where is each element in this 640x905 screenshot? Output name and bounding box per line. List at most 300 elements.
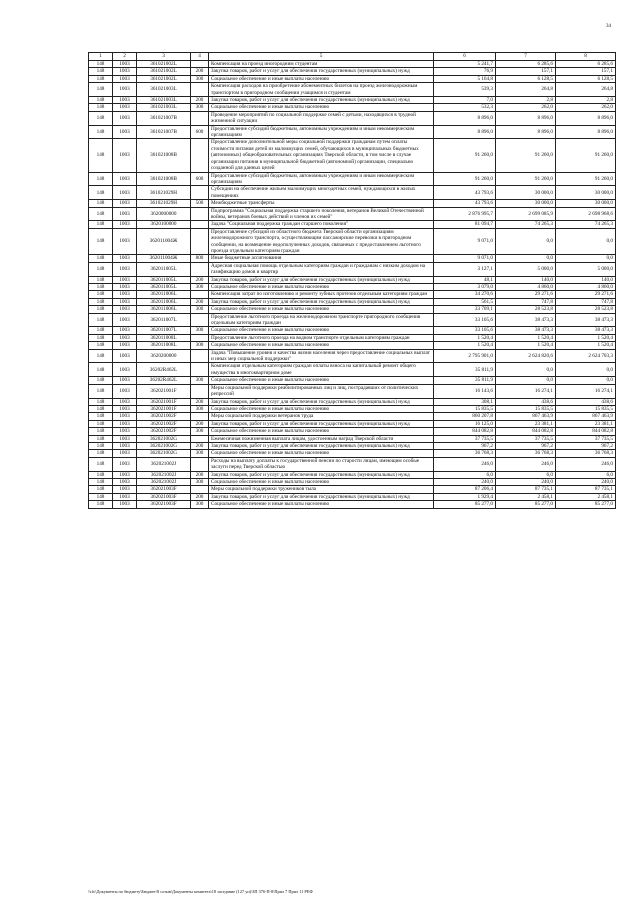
cell-admin-code: 148 xyxy=(89,83,113,97)
cell-target-article: 362021002G xyxy=(137,442,191,449)
cell-admin-code: 148 xyxy=(89,442,113,449)
cell-description: Предоставление льготного проезда на водном транспорте отдельным категориям граждан xyxy=(209,334,434,341)
table-row xyxy=(89,471,616,478)
cell-admin-code: 148 xyxy=(89,342,113,349)
cell-amount-2025: 1 520,4 xyxy=(496,342,556,349)
cell-description: Закупка товаров, работ и услуг для обеспечения государственных (муниципальных) нужд xyxy=(209,276,434,283)
cell-amount-2025: 85 277,0 xyxy=(496,501,556,508)
cell-target-article: 362011006L xyxy=(137,298,191,305)
cell-amount-2024: 5 164,8 xyxy=(434,75,496,82)
cell-admin-code: 148 xyxy=(89,457,113,471)
cell-amount-2024: 246,0 xyxy=(434,457,496,471)
cell-expense-type xyxy=(191,139,209,172)
cell-amount-2026: 262,0 xyxy=(556,104,616,111)
cell-amount-2024: 8 896,0 xyxy=(434,125,496,139)
cell-target-article: 362021002F xyxy=(137,420,191,427)
cell-target-article: 362011004Ж xyxy=(137,228,191,255)
cell-admin-code: 148 xyxy=(89,413,113,420)
cell-description: Подпрограмма "Социальная поддержка старшего поколения, ветеранов Великой Отечественной войны, ветеранов боевых действий и членов их семей" xyxy=(209,207,434,221)
table-row xyxy=(89,276,616,283)
cell-expense-type xyxy=(191,313,209,327)
table-row xyxy=(89,450,616,457)
cell-amount-2024: 85 277,0 xyxy=(434,501,496,508)
cell-admin-code: 148 xyxy=(89,420,113,427)
cell-amount-2026: 4 860,0 xyxy=(556,284,616,291)
cell-amount-2025: 8 896,0 xyxy=(496,111,556,125)
cell-amount-2026: 8 896,0 xyxy=(556,111,616,125)
cell-admin-code: 148 xyxy=(89,405,113,412)
cell-description: Адресная социальная помощь отдельным категориям граждан и гражданам с низким доходом на газификацию домов и квартир xyxy=(209,262,434,276)
cell-target-article: 362021002G xyxy=(137,435,191,442)
table-header xyxy=(89,53,616,61)
cell-target-article: 361021002L xyxy=(137,68,191,75)
cell-amount-2024: 1 520,4 xyxy=(434,334,496,341)
table-row xyxy=(89,221,616,228)
cell-amount-2025: 0,0 xyxy=(496,377,556,384)
cell-amount-2024: 860 207,8 xyxy=(434,413,496,420)
cell-target-article: 361021002L xyxy=(137,61,191,68)
cell-amount-2025: 91 260,0 xyxy=(496,139,556,172)
cell-section-code: 1003 xyxy=(113,221,137,228)
cell-amount-2024: 240,0 xyxy=(434,478,496,485)
cell-amount-2024: 37 735,5 xyxy=(434,435,496,442)
cell-description: Компенсация расходов на приобретение абонементных билетов на проезд железнодорожным транспортом в пригородном сообщении учащимся и студентам xyxy=(209,83,434,97)
cell-target-article: 362011004Ж xyxy=(137,255,191,262)
cell-description: Меры социальной поддержки реабилитированных лиц и лиц, пострадавших от политических репрессий xyxy=(209,384,434,398)
table-row xyxy=(89,125,616,139)
cell-admin-code: 148 xyxy=(89,262,113,276)
cell-admin-code: 148 xyxy=(89,450,113,457)
cell-section-code: 1003 xyxy=(113,420,137,427)
cell-amount-2025: 240,0 xyxy=(496,478,556,485)
table-row xyxy=(89,172,616,186)
table-row xyxy=(89,68,616,75)
cell-amount-2026: 38 473,3 xyxy=(556,327,616,334)
cell-amount-2025: 16 274,1 xyxy=(496,384,556,398)
cell-expense-type: 300 xyxy=(191,377,209,384)
cell-target-article: 362021002J xyxy=(137,471,191,478)
cell-amount-2025: 28 523,8 xyxy=(496,306,556,313)
cell-description: Социальное обеспечение и иные выплаты населению xyxy=(209,75,434,82)
cell-amount-2024: 9 071,0 xyxy=(434,255,496,262)
cell-section-code: 1003 xyxy=(113,501,137,508)
cell-amount-2025: 6 285,6 xyxy=(496,61,556,68)
cell-target-article: 361021029Н xyxy=(137,200,191,207)
cell-admin-code: 148 xyxy=(89,139,113,172)
cell-description: Предоставление льготного проезда на железнодорожном транспорте пригородного сообщения отдельным категориям граждан xyxy=(209,313,434,327)
cell-target-article: 3620000000 xyxy=(137,207,191,221)
cell-section-code: 1003 xyxy=(113,334,137,341)
cell-amount-2024: 16 125,0 xyxy=(434,420,496,427)
cell-expense-type: 800 xyxy=(191,255,209,262)
cell-amount-2024: 1 520,4 xyxy=(434,342,496,349)
cell-admin-code: 148 xyxy=(89,284,113,291)
cell-admin-code: 148 xyxy=(89,363,113,377)
cell-target-article: 362021001F xyxy=(137,405,191,412)
cell-expense-type xyxy=(191,435,209,442)
table-row xyxy=(89,384,616,398)
cell-admin-code: 148 xyxy=(89,377,113,384)
header-col-3: 3 xyxy=(137,53,191,61)
table-row xyxy=(89,284,616,291)
cell-admin-code: 148 xyxy=(89,306,113,313)
cell-section-code: 1003 xyxy=(113,457,137,471)
cell-expense-type xyxy=(191,228,209,255)
cell-amount-2025: 140,0 xyxy=(496,276,556,283)
table-row xyxy=(89,313,616,327)
cell-admin-code: 148 xyxy=(89,125,113,139)
cell-amount-2026: 0,0 xyxy=(556,363,616,377)
cell-amount-2026: 6 285,6 xyxy=(556,61,616,68)
cell-target-article: 362021001F xyxy=(137,398,191,405)
cell-admin-code: 148 xyxy=(89,172,113,186)
table-row xyxy=(89,457,616,471)
cell-description: Закупка товаров, работ и услуг для обеспечения государственных (муниципальных) нужд xyxy=(209,298,434,305)
cell-description: Ежемесячная пожизненная выплата лицам, удостоенным наград Тверской области xyxy=(209,435,434,442)
cell-section-code: 1003 xyxy=(113,83,137,97)
cell-expense-type xyxy=(191,262,209,276)
cell-description: Меры социальной поддержки ветеранов труда xyxy=(209,413,434,420)
cell-target-article: 362011005L xyxy=(137,262,191,276)
cell-amount-2024: 2 795 901,0 xyxy=(434,349,496,363)
cell-section-code: 1003 xyxy=(113,313,137,327)
cell-amount-2026: 2,8 xyxy=(556,97,616,104)
cell-target-article: 361021008В xyxy=(137,172,191,186)
cell-amount-2024: 2 876 995,7 xyxy=(434,207,496,221)
cell-admin-code: 148 xyxy=(89,435,113,442)
cell-target-article: 362011005L xyxy=(137,284,191,291)
cell-description: Социальное обеспечение и иные выплаты населению xyxy=(209,501,434,508)
cell-description: Меры социальной поддержки тружеников тыла xyxy=(209,486,434,493)
table-row xyxy=(89,306,616,313)
cell-target-article: 362021002G xyxy=(137,450,191,457)
header-col-5: 5 xyxy=(209,53,434,61)
cell-admin-code: 148 xyxy=(89,61,113,68)
table-body xyxy=(89,61,616,509)
table-row xyxy=(89,349,616,363)
header-row xyxy=(89,53,616,61)
cell-amount-2024: 7,0 xyxy=(434,97,496,104)
cell-section-code: 1003 xyxy=(113,306,137,313)
cell-amount-2025: 30 000,0 xyxy=(496,186,556,200)
cell-amount-2024: 1 929,4 xyxy=(434,493,496,500)
cell-amount-2026: 5 000,0 xyxy=(556,262,616,276)
cell-description: Социальное обеспечение и иные выплаты населению xyxy=(209,377,434,384)
cell-amount-2026: 0,0 xyxy=(556,377,616,384)
cell-amount-2026: 91 260,0 xyxy=(556,139,616,172)
cell-section-code: 1003 xyxy=(113,450,137,457)
cell-amount-2025: 74 265,3 xyxy=(496,221,556,228)
cell-section-code: 1003 xyxy=(113,384,137,398)
cell-description: Социальное обеспечение и иные выплаты населению xyxy=(209,327,434,334)
cell-expense-type xyxy=(191,186,209,200)
cell-amount-2024: 5 241,7 xyxy=(434,61,496,68)
cell-description: Субсидии на обеспечение жильем малоимущих многодетных семей, нуждающихся в жилых помещениях xyxy=(209,186,434,200)
cell-section-code: 1003 xyxy=(113,262,137,276)
cell-section-code: 1003 xyxy=(113,398,137,405)
cell-expense-type: 200 xyxy=(191,276,209,283)
cell-description: Предоставление субсидий бюджетным, автономным учреждениям и иным некоммерческим организациям xyxy=(209,172,434,186)
cell-expense-type: 200 xyxy=(191,493,209,500)
cell-amount-2026: 747,8 xyxy=(556,298,616,305)
cell-amount-2026: 16 274,1 xyxy=(556,384,616,398)
cell-admin-code: 148 xyxy=(89,471,113,478)
cell-section-code: 1003 xyxy=(113,435,137,442)
cell-amount-2025: 30 000,0 xyxy=(496,200,556,207)
cell-target-article: 36202R462L xyxy=(137,377,191,384)
cell-target-article: 362021003F xyxy=(137,486,191,493)
cell-amount-2026: 1 520,4 xyxy=(556,342,616,349)
cell-amount-2025: 2 458,1 xyxy=(496,493,556,500)
cell-expense-type xyxy=(191,363,209,377)
cell-admin-code: 148 xyxy=(89,221,113,228)
budget-table xyxy=(88,52,616,509)
cell-section-code: 1003 xyxy=(113,276,137,283)
cell-amount-2025: 0,0 xyxy=(496,228,556,255)
table-row xyxy=(89,291,616,298)
cell-section-code: 1003 xyxy=(113,377,137,384)
cell-expense-type: 600 xyxy=(191,172,209,186)
cell-target-article: 362011008L xyxy=(137,334,191,341)
cell-expense-type xyxy=(191,207,209,221)
cell-expense-type xyxy=(191,457,209,471)
cell-amount-2025: 2 624 820,6 xyxy=(496,349,556,363)
cell-expense-type xyxy=(191,486,209,493)
cell-section-code: 1003 xyxy=(113,349,137,363)
cell-admin-code: 148 xyxy=(89,111,113,125)
cell-amount-2025: 4 860,0 xyxy=(496,284,556,291)
cell-amount-2026: 157,1 xyxy=(556,68,616,75)
cell-amount-2026: 74 265,3 xyxy=(556,221,616,228)
cell-section-code: 1003 xyxy=(113,486,137,493)
header-col-6: 6 xyxy=(434,53,496,61)
cell-amount-2024: 967,2 xyxy=(434,442,496,449)
cell-amount-2024: 8 896,0 xyxy=(434,111,496,125)
cell-amount-2024: 33 105,6 xyxy=(434,313,496,327)
cell-amount-2026: 0,0 xyxy=(556,228,616,255)
cell-amount-2025: 8 896,0 xyxy=(496,125,556,139)
cell-description: Закупка товаров, работ и услуг для обеспечения государственных (муниципальных) нужд xyxy=(209,493,434,500)
table-row xyxy=(89,186,616,200)
table-row xyxy=(89,363,616,377)
cell-amount-2026: 30 000,0 xyxy=(556,186,616,200)
cell-amount-2025: 1 520,4 xyxy=(496,334,556,341)
cell-description: Компенсация отдельным категориям граждан оплаты взноса на капитальный ремонт общего имущества в многоквартирном доме xyxy=(209,363,434,377)
cell-amount-2024: 81 094,7 xyxy=(434,221,496,228)
cell-amount-2026: 6,0 xyxy=(556,471,616,478)
cell-expense-type: 300 xyxy=(191,501,209,508)
cell-amount-2025: 91 260,0 xyxy=(496,172,556,186)
cell-description: Социальное обеспечение и иные выплаты населению xyxy=(209,306,434,313)
cell-section-code: 1003 xyxy=(113,125,137,139)
cell-amount-2026: 30 000,0 xyxy=(556,200,616,207)
cell-expense-type: 200 xyxy=(191,471,209,478)
cell-amount-2026: 6 128,5 xyxy=(556,75,616,82)
cell-section-code: 1003 xyxy=(113,493,137,500)
table-row xyxy=(89,413,616,420)
table-row xyxy=(89,83,616,97)
cell-section-code: 1003 xyxy=(113,428,137,435)
cell-amount-2025: 157,1 xyxy=(496,68,556,75)
cell-amount-2024: 36 768,3 xyxy=(434,450,496,457)
cell-section-code: 1003 xyxy=(113,255,137,262)
cell-admin-code: 148 xyxy=(89,200,113,207)
table-row xyxy=(89,493,616,500)
cell-admin-code: 148 xyxy=(89,501,113,508)
cell-amount-2026: 8 896,0 xyxy=(556,125,616,139)
cell-section-code: 1003 xyxy=(113,111,137,125)
cell-target-article: 361021007В xyxy=(137,125,191,139)
cell-admin-code: 148 xyxy=(89,493,113,500)
table-row xyxy=(89,111,616,125)
cell-amount-2025: 264,8 xyxy=(496,83,556,97)
cell-amount-2024: 34 270,6 xyxy=(434,291,496,298)
cell-admin-code: 148 xyxy=(89,327,113,334)
cell-description: Социальное обеспечение и иные выплаты населению xyxy=(209,450,434,457)
cell-amount-2026: 36 768,3 xyxy=(556,450,616,457)
cell-amount-2024: 91 260,0 xyxy=(434,172,496,186)
cell-amount-2026: 0,0 xyxy=(556,255,616,262)
cell-amount-2025: 37 735,5 xyxy=(496,435,556,442)
cell-amount-2024: 16 143,6 xyxy=(434,384,496,398)
cell-amount-2026: 15 835,5 xyxy=(556,405,616,412)
cell-target-article: 36202R462L xyxy=(137,363,191,377)
header-col-8: 8 xyxy=(556,53,616,61)
cell-target-article: 362011008L xyxy=(137,342,191,349)
cell-amount-2024: 3 127,1 xyxy=(434,262,496,276)
cell-description: Социальное обеспечение и иные выплаты населению xyxy=(209,478,434,485)
cell-admin-code: 148 xyxy=(89,276,113,283)
cell-amount-2024: 539,3 xyxy=(434,83,496,97)
cell-target-article: 362021003F xyxy=(137,501,191,508)
table-row xyxy=(89,228,616,255)
cell-amount-2026: 867 463,9 xyxy=(556,413,616,420)
cell-amount-2024: 308,1 xyxy=(434,398,496,405)
cell-description: Социальное обеспечение и иные выплаты населению xyxy=(209,405,434,412)
cell-expense-type: 600 xyxy=(191,125,209,139)
header-col-7: 7 xyxy=(496,53,556,61)
cell-admin-code: 148 xyxy=(89,97,113,104)
cell-description: Компенсация на проезд иногородним студентам xyxy=(209,61,434,68)
table-row xyxy=(89,200,616,207)
cell-amount-2024: 48,1 xyxy=(434,276,496,283)
cell-section-code: 1003 xyxy=(113,342,137,349)
cell-amount-2024: 87 206,4 xyxy=(434,486,496,493)
cell-target-article: 361021003L xyxy=(137,104,191,111)
cell-amount-2026: 38 473,3 xyxy=(556,313,616,327)
cell-amount-2024: 15 835,5 xyxy=(434,405,496,412)
cell-expense-type xyxy=(191,221,209,228)
table-row xyxy=(89,435,616,442)
table-row xyxy=(89,327,616,334)
cell-expense-type xyxy=(191,349,209,363)
table-row xyxy=(89,377,616,384)
file-path-footer: \\rfo\Документы по бюджету\Бюджет\8 созыв\Документы комитета\18 заседание (127 уп)\ЗП 376-П-8\Прил 7 Прил 11 РЕФ xyxy=(88,889,313,894)
cell-admin-code: 148 xyxy=(89,428,113,435)
cell-section-code: 1003 xyxy=(113,200,137,207)
cell-amount-2026: 91 260,0 xyxy=(556,172,616,186)
cell-admin-code: 148 xyxy=(89,228,113,255)
header-col-2: 2 xyxy=(113,53,137,61)
cell-expense-type xyxy=(191,334,209,341)
cell-description: Закупка товаров, работ и услуг для обеспечения государственных (муниципальных) нужд xyxy=(209,68,434,75)
cell-section-code: 1003 xyxy=(113,61,137,68)
cell-section-code: 1003 xyxy=(113,228,137,255)
cell-description: Проведение мероприятий по социальной поддержке семей с детьми, находящихся в трудной жизненной ситуации xyxy=(209,111,434,125)
cell-target-article: 362021002F xyxy=(137,413,191,420)
cell-amount-2026: 29 271,6 xyxy=(556,291,616,298)
cell-expense-type: 300 xyxy=(191,75,209,82)
table-row xyxy=(89,139,616,172)
cell-amount-2026: 246,0 xyxy=(556,457,616,471)
cell-amount-2026: 844 082,8 xyxy=(556,428,616,435)
cell-target-article: 362011007L xyxy=(137,327,191,334)
cell-target-article: 3620100000 xyxy=(137,221,191,228)
cell-amount-2025: 38 473,3 xyxy=(496,327,556,334)
cell-amount-2026: 140,0 xyxy=(556,276,616,283)
cell-amount-2026: 1 520,4 xyxy=(556,334,616,341)
cell-target-article: 3620200000 xyxy=(137,349,191,363)
cell-description: Закупка товаров, работ и услуг для обеспечения государственных (муниципальных) нужд xyxy=(209,398,434,405)
page-number: 34 xyxy=(606,24,611,29)
cell-description: Предоставление дополнительной меры социальной поддержки гражданам путем оплаты стоимости питания детей из малоимущих семей, обучающихся в муниципальных бюджетных (автономных) общеобразовательных организациях Тверской области, в том числе в случае организации питания в муниципальной бюджетной (автономной) организации, специально созданной для данных целей xyxy=(209,139,434,172)
cell-description: Задача "Повышение уровня и качества жизни населения через предоставление социальных выплат и иных мер социальной поддержки" xyxy=(209,349,434,363)
table-row xyxy=(89,398,616,405)
cell-admin-code: 148 xyxy=(89,207,113,221)
cell-admin-code: 148 xyxy=(89,298,113,305)
cell-section-code: 1003 xyxy=(113,284,137,291)
cell-expense-type: 300 xyxy=(191,327,209,334)
cell-target-article: 362021002J xyxy=(137,478,191,485)
cell-amount-2025: 29 271,6 xyxy=(496,291,556,298)
cell-expense-type: 300 xyxy=(191,478,209,485)
cell-amount-2025: 438,6 xyxy=(496,398,556,405)
cell-section-code: 1003 xyxy=(113,298,137,305)
cell-target-article: 361021003L xyxy=(137,97,191,104)
cell-section-code: 1003 xyxy=(113,405,137,412)
cell-expense-type: 300 xyxy=(191,306,209,313)
cell-description: Задача "Социальная поддержка граждан старшего поколения" xyxy=(209,221,434,228)
cell-admin-code: 148 xyxy=(89,398,113,405)
cell-amount-2024: 76,9 xyxy=(434,68,496,75)
cell-expense-type xyxy=(191,111,209,125)
cell-description: Закупка товаров, работ и услуг для обеспечения государственных (муниципальных) нужд xyxy=(209,471,434,478)
cell-admin-code: 148 xyxy=(89,478,113,485)
cell-expense-type xyxy=(191,83,209,97)
cell-amount-2026: 23 381,1 xyxy=(556,420,616,427)
cell-admin-code: 148 xyxy=(89,349,113,363)
cell-description: Закупка товаров, работ и услуг для обеспечения государственных (муниципальных) нужд xyxy=(209,442,434,449)
cell-target-article: 362011007L xyxy=(137,313,191,327)
cell-amount-2026: 37 735,5 xyxy=(556,435,616,442)
cell-amount-2026: 87 735,1 xyxy=(556,486,616,493)
cell-expense-type xyxy=(191,413,209,420)
cell-admin-code: 148 xyxy=(89,104,113,111)
cell-amount-2025: 0,0 xyxy=(496,363,556,377)
table-row xyxy=(89,61,616,68)
cell-amount-2026: 2 698 968,6 xyxy=(556,207,616,221)
cell-amount-2024: 6,0 xyxy=(434,471,496,478)
cell-amount-2024: 9 071,0 xyxy=(434,228,496,255)
cell-target-article: 361021007В xyxy=(137,111,191,125)
cell-amount-2026: 2 458,1 xyxy=(556,493,616,500)
cell-amount-2024: 844 082,8 xyxy=(434,428,496,435)
cell-amount-2026: 85 277,0 xyxy=(556,501,616,508)
cell-description: Социальное обеспечение и иные выплаты населению xyxy=(209,428,434,435)
header-col-1: 1 xyxy=(89,53,113,61)
cell-target-article: 361021002L xyxy=(137,75,191,82)
cell-amount-2025: 246,0 xyxy=(496,457,556,471)
